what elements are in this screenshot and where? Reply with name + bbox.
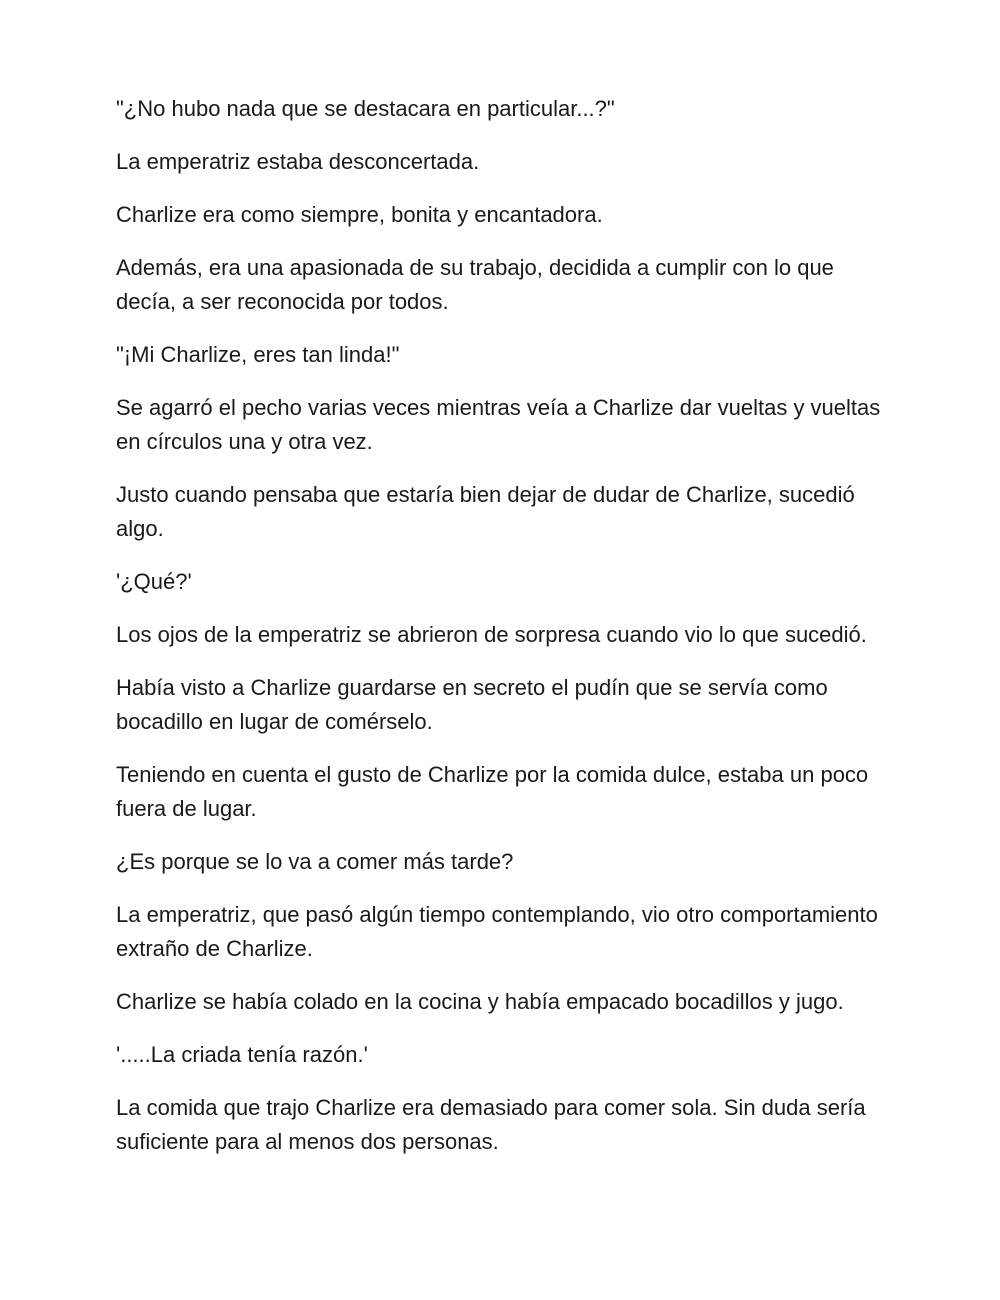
paragraph: La emperatriz, que pasó algún tiempo contemplando, vio otro comportamiento extraño de Charlize. xyxy=(116,902,878,961)
paragraph: "¿No hubo nada que se destacara en particular...?" xyxy=(116,96,615,121)
paragraph: Se agarró el pecho varias veces mientras veía a Charlize dar vueltas y vueltas en círculos una y otra vez. xyxy=(116,395,881,454)
paragraph: Justo cuando pensaba que estaría bien dejar de dudar de Charlize, sucedió algo. xyxy=(116,482,855,541)
paragraph: '¿Qué?' xyxy=(116,569,192,594)
paragraph: Charlize se había colado en la cocina y había empacado bocadillos y jugo. xyxy=(116,989,844,1014)
paragraph: La comida que trajo Charlize era demasiado para comer sola. Sin duda sería suficiente para al menos dos personas. xyxy=(116,1095,866,1154)
paragraph: "¡Mi Charlize, eres tan linda!" xyxy=(116,342,400,367)
paragraph: Charlize era como siempre, bonita y encantadora. xyxy=(116,202,603,227)
paragraph: '.....La criada tenía razón.' xyxy=(116,1042,368,1067)
paragraph: Había visto a Charlize guardarse en secreto el pudín que se servía como bocadillo en lugar de comérselo. xyxy=(116,675,828,734)
paragraph: Además, era una apasionada de su trabajo, decidida a cumplir con lo que decía, a ser reconocida por todos. xyxy=(116,255,834,314)
paragraph: ¿Es porque se lo va a comer más tarde? xyxy=(116,849,514,874)
paragraph: La emperatriz estaba desconcertada. xyxy=(116,149,480,174)
paragraph: Teniendo en cuenta el gusto de Charlize por la comida dulce, estaba un poco fuera de lugar. xyxy=(116,762,869,821)
document-body xyxy=(116,92,896,1178)
paragraph: Los ojos de la emperatriz se abrieron de sorpresa cuando vio lo que sucedió. xyxy=(116,622,867,647)
